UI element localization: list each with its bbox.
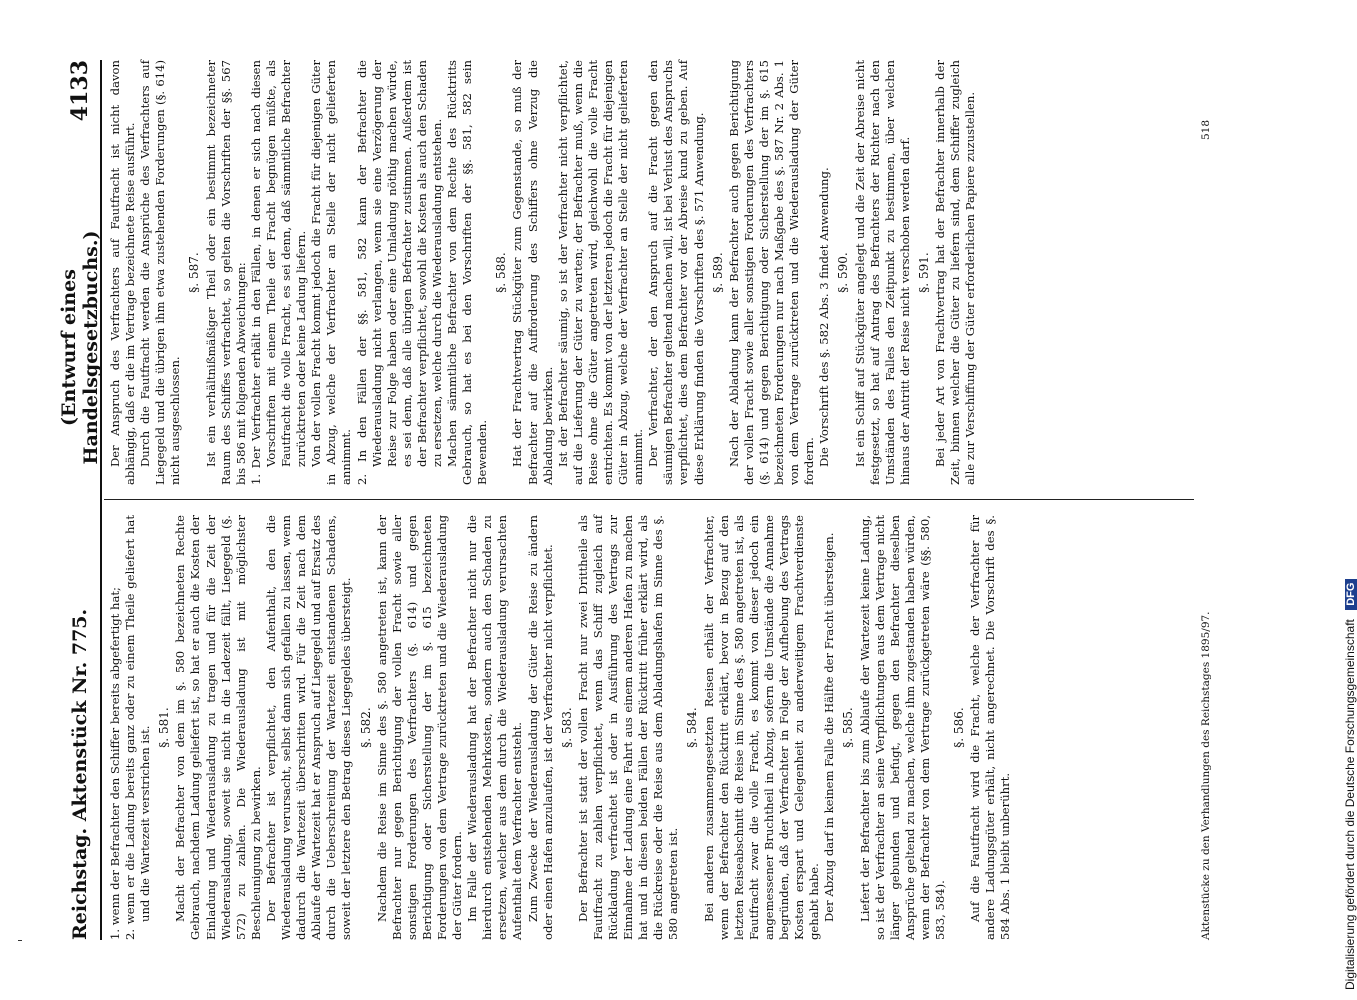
- paragraph: Nach der Abladung kann der Befrachter auch gegen Berichtigung der vollen Fracht sowie aller sonstigen Forderungen des Verfrachters (§. 614) und gegen Berichtigung oder Sicherstellung der im §. 615 bezeichneten Forderungen nur nach Maßgabe des §. 587 Nr. 2 Abs. 1 von dem Vertrage zurücktreten und die Wiederausladung der Güter fordern.: [726, 60, 817, 485]
- section-heading: §. 590.: [836, 252, 851, 293]
- paragraph: Hat der Frachtvertrag Stückgüter zum Gegenstande, so muß der Befrachter auf die Aufforderung des Schiffers ohne Verzug die Abladung bewirken.: [510, 60, 555, 485]
- paragraph: Ist der Befrachter säumig, so ist der Verfrachter nicht verpflichtet, auf die Lieferung der Güter zu warten; der Befrachter muß, wenn die Reise ohne die Güter angetreten wird, gleichwohl die volle Fracht entrichten. Es kommt von der letzteren jedoch die Fracht für diejenigen Güter in Abzug, welche der Verfrachter an Stelle der nicht gelieferten annimmt.: [555, 60, 646, 485]
- dfg-logo-icon: DFG: [1345, 579, 1357, 610]
- list-item: 1. Der Verfrachter erhält in den Fällen, in denen er sich nach diesen Vorschriften mit einem Theile der Fracht begnügen müßte, als Fautfracht die volle Fracht, es sei denn, daß sämmtliche Befrachter zurücktreten oder keine Ladung liefern.: [248, 60, 309, 485]
- paragraph: Macht der Befrachter von dem im §. 580 bezeichneten Rechte Gebrauch, nachdem Ladung geliefert ist, so hat er auch die Kosten der Einladung und Wiederausladung zu tragen und für die Zeit der Wiederausladung, soweit sie nicht in die Ladezeit fällt, Liegegeld (§. 572) zu zahlen. Die Wiederausladung ist mit möglichster Beschleunigung zu bewirken.: [173, 515, 263, 940]
- paragraph: Der Anspruch des Verfrachters auf Fautfracht ist nicht davon abhängig, daß er die im Vertrage bezeichnete Reise ausführt.: [108, 60, 138, 485]
- paragraph: Der Verfrachter, der den Anspruch auf die Fracht gegen den säumigen Befrachter geltend machen will, ist bei Verlust des Anspruchs verpflichtet, dies dem Befrachter vor der Abreise kund zu geben. Auf diese Erklärung finden die Vorschriften des §. 571 Anwendung.: [646, 60, 706, 485]
- section-heading: §. 589.: [710, 252, 725, 293]
- section-heading: §. 583.: [559, 707, 574, 748]
- footer-note: Aktenstücke zu den Verhandlungen des Reichstages 1895/97.: [1200, 611, 1212, 940]
- paragraph: Nachdem die Reise im Sinne des §. 580 angetreten ist, kann der Befrachter nur gegen Berichtigung der vollen Fracht sowie aller sonstigen Forderungen des Verfrachters (§. 614) und gegen Berichtigung oder Sicherstellung der im §. 615 bezeichneten Forderungen von dem Vertrage zurücktreten und die Wiederausladung der Güter fordern.: [374, 515, 465, 940]
- paragraph: Liefert der Befrachter bis zum Ablaufe der Wartezeit keine Ladung, so ist der Verfrachter an seine Verpflichtungen aus dem Vertrage nicht länger gebunden und befugt, gegen den Befrachter dieselben Ansprüche geltend zu machen, welche ihm zugestanden haben würden, wenn der Befrachter von dem Vertrage zurückgetreten wäre (§§. 580, 583, 584).: [857, 515, 947, 940]
- section-heading: §. 586.: [952, 707, 967, 748]
- list-item: 2. wenn er die Ladung bereits ganz oder zu einem Theile geliefert hat und die Wartezeit verstrichen ist.: [123, 515, 153, 940]
- dfg-credit: [1343, 579, 1357, 990]
- paragraph: Ist ein verhältnißmäßiger Theil oder ein bestimmt bezeichneter Raum des Schiffes verfrachtet, so gelten die Vorschriften der §§. 567 bis 586 mit folgenden Abweichungen:: [203, 60, 248, 485]
- section-heading: §. 582.: [358, 707, 373, 748]
- page-header: [60, 60, 102, 940]
- paragraph: Ist ein Schiff auf Stückgüter angelegt und die Zeit der Abreise nicht festgesetzt, so hat auf Antrag des Befrachters der Richter nach den Umständen des Falles den Zeitpunkt zu bestimmen, über welchen hinaus der Antritt der Reise nicht verschoben werden darf.: [852, 60, 912, 485]
- paragraph: Der Befrachter ist statt der vollen Fracht nur zwei Drittheile als Fautfracht zu zahlen verpflichtet, wenn das Schiff zugleich auf Rückladung verfrachtet ist oder in Ausführung des Vertrags zur Einnahme der Ladung eine Fahrt aus einem anderen Hafen zu machen hat und in diesen beiden Fällen der Rücktritt früher erklärt wird, als die Rückreise oder die Reise aus dem Abladungshafen im Sinne des §. 580 angetreten ist.: [575, 515, 681, 940]
- column-divider: [104, 499, 1194, 500]
- paragraph: Der Abzug darf in keinem Falle die Hälfte der Fracht übersteigen.: [822, 532, 837, 922]
- page-number: 4133: [67, 60, 93, 122]
- paragraph: Bei anderen zusammengesetzten Reisen erhält der Verfrachter, wenn der Befrachter den Rücktritt erklärt, bevor in Bezug auf den letzten Reiseabschnitt die Reise im Sinne des §. 580 angetreten ist, als Fautfracht zwar die volle Fracht, es kommt von dieser jedoch ein angemessener Bruchtheil in Abzug, sofern die Umstände die Annahme begründen, daß der Verfrachter in Folge der Aufhebung des Vertrags Kosten erspart und Gelegenheit zu anderweitigem Frachtverdienste gehabt habe.: [701, 515, 822, 940]
- footer-page-number: 518: [1200, 119, 1212, 140]
- paragraph: Im Falle der Wiederausladung hat der Befrachter nicht nur die hierdurch entstehenden Mehrkosten, sondern auch den Schaden zu ersetzen, welcher aus dem durch die Wiederausladung verursachten Aufenthalt dem Verfrachter entsteht.: [465, 515, 525, 940]
- paragraph: Die Vorschrift des §. 582 Abs. 3 findet Anwendung.: [817, 167, 832, 467]
- section-heading: §. 588.: [494, 252, 509, 293]
- list-item: 2. In den Fällen der §§. 581, 582 kann der Befrachter die Wiederausladung nicht verlangen, wenn sie eine Verzögerung der Reise zur Folge haben oder eine Umladung nöthig machen würde, es sei denn, daß alle übrigen Befrachter zustimmen. Außerdem ist der Befrachter verpflichtet, sowohl die Kosten als auch den Schaden zu ersetzen, welche durch die Wiederausladung entstehen.: [354, 60, 444, 485]
- header-left: Reichstag. Aktenstück Nr. 775.: [69, 608, 91, 940]
- header-middle: (Entwurf eines Handelsgesetzbuchs.): [58, 230, 102, 465]
- rotated-content: [60, 60, 1320, 940]
- paragraph: Durch die Fautfracht werden die Ansprüche des Verfrachters auf Liegegeld und die übrigen ihm etwa zustehenden Forderungen (§. 614) nicht ausgeschlossen.: [138, 60, 183, 485]
- list-item: 1. wenn der Befrachter den Schiffer bereits abgefertigt hat;: [108, 587, 122, 940]
- paragraph: Auf die Fautfracht wird die Fracht, welche der Verfrachter für andere Ladungsgüter erhält, nicht angerechnet. Die Vorschrift des §. 584 Abs. 1 bleibt unberührt.: [968, 515, 1013, 940]
- left-column: [108, 515, 1013, 940]
- section-heading: §. 584.: [685, 707, 700, 748]
- dfg-credit-text: Digitalisierung gefördert durch die Deutsche Forschungsgemeinschaft: [1343, 619, 1357, 990]
- section-heading: §. 585.: [841, 707, 856, 748]
- paragraph: Bei jeder Art von Frachtvertrag hat der Befrachter innerhalb der Zeit, binnen welcher die Güter zu liefern sind, dem Schiffer zugleich alle zur Verschiffung der Güter erforderlichen Papiere zuzustellen.: [932, 60, 978, 485]
- paragraph: Machen sämmtliche Befrachter von dem Rechte des Rücktritts Gebrauch, so hat es bei den Vorschriften der §§. 581, 582 sein Bewenden.: [445, 60, 490, 485]
- section-heading: §. 587.: [187, 252, 202, 293]
- scan-mark: [18, 940, 22, 941]
- section-heading: §. 581.: [157, 707, 172, 748]
- section-heading: §. 591.: [916, 252, 931, 293]
- paragraph: Der Befrachter ist verpflichtet, den Aufenthalt, den die Wiederausladung verursacht, selbst dann sich gefallen zu lassen, wenn dadurch die Wartezeit überschritten wird. Für die Zeit nach dem Ablaufe der Wartezeit hat er Anspruch auf Liegegeld und auf Ersatz des durch die Ueberschreitung der Wartezeit entstandenen Schadens, soweit der letztere den Betrag dieses Liegegeldes übersteigt.: [263, 515, 354, 940]
- paragraph: Von der vollen Fracht kommt jedoch die Fracht für diejenigen Güter in Abzug, welche der Verfrachter an Stelle der nicht gelieferten annimmt.: [309, 60, 354, 485]
- paragraph: Zum Zwecke der Wiederausladung der Güter die Reise zu ändern oder einen Hafen anzulaufen, ist der Verfrachter nicht verpflichtet.: [525, 515, 555, 940]
- right-column: [108, 60, 978, 485]
